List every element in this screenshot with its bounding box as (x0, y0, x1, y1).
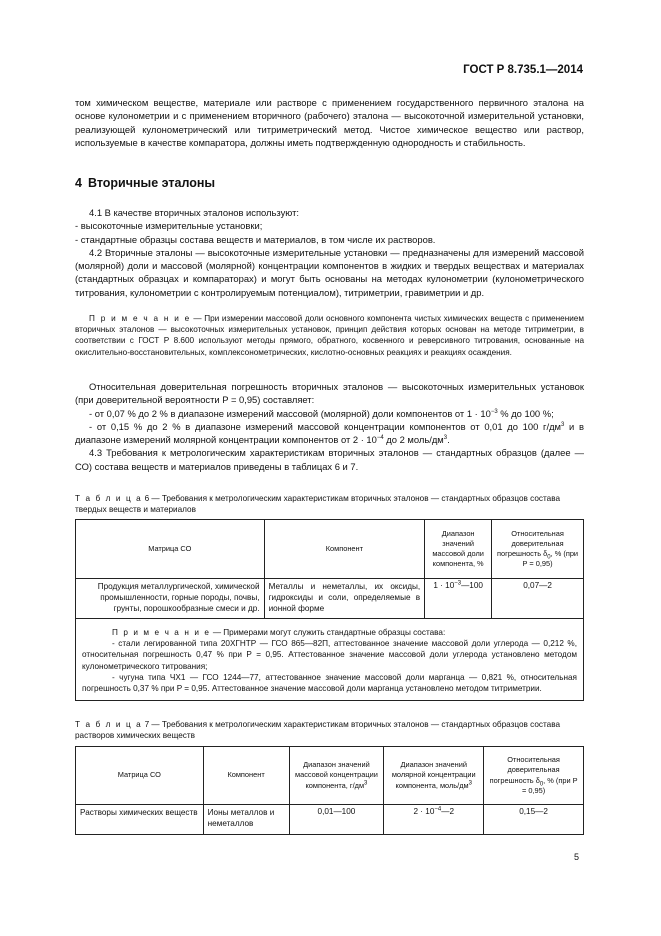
table-7-cell-molar-exp: −4 (434, 806, 442, 813)
table-7-cell-mass-range: 0,01—100 (289, 805, 384, 835)
table-row (76, 579, 584, 619)
uncertainty-item-2-exp1: 3 (560, 421, 565, 428)
table-7-header-molar-range-a: Диапазон значений молярной концентрации компонента, моль/дм (391, 760, 476, 790)
note-1-label: П р и м е ч а н и е (89, 314, 191, 323)
table-6-note (76, 619, 584, 701)
table-6-header-error-sub: 0 (547, 554, 551, 561)
table-6-cell-range (425, 579, 492, 619)
table-7-header-error-a: Относительная доверительная погрешность δ (489, 755, 560, 785)
table-6-note-label: П р и м е ч а н и е (112, 628, 211, 637)
table-7-header-matrix: Матрица СО (76, 747, 204, 805)
table-6-cell-range-a: 1 · 10 (433, 581, 455, 590)
table-7-header-mass-range-exp: 3 (364, 780, 368, 787)
table-6-note-item-2: - чугуна типа ЧХ1 — ГСО 1244—77, аттестованное значение массовой доли марганца — 0,821 %, относительная погрешность 0,37 % при P = 0,95. Аттестованное значение массовой доли марганца установлено методом титриметрии. (82, 672, 577, 694)
table-6-cell-error: 0,07—2 (492, 579, 584, 619)
clause-4-1-item: - стандартные образцы состава веществ и материалов, в том числе их растворов. (75, 233, 436, 245)
table-6-header-range: Диапазон значений массовой доли компонента, % (425, 520, 492, 579)
section-title: Вторичные эталоны (87, 176, 216, 190)
table-7-caption-label: Т а б л и ц а (75, 720, 143, 729)
table-6-cell-range-b: —100 (461, 581, 483, 590)
uncertainty-item-1-a: - от 0,07 % до 2 % в диапазоне измерений массовой (молярной) доли компонентов от 1 · 10 (89, 407, 491, 419)
table-7-header-molar-range (384, 747, 484, 805)
table-7 (75, 746, 584, 835)
uncertainty-item-2-c: и в диапазоне измерений молярной концентрации компонентов от 2 · 10 (75, 420, 584, 446)
table-7-cell-molar-range (384, 805, 484, 835)
note-1 (75, 313, 584, 358)
section-heading (75, 176, 215, 190)
document-header-id: ГОСТ Р 8.735.1—2014 (463, 64, 583, 76)
table-6-header-error-a: Относительная доверительная погрешность δ (497, 528, 564, 558)
table-7-caption (75, 719, 584, 741)
table-6-note-item-1: - стали легированной типа 20ХГНТР — ГСО 865—82П, аттестованное значение массовой доли углерода — 0,212 %, относительная погрешность 0,47 % при P = 0,95. Аттестованное значение массовой доли углерода установлено методом кулонометрического титрования; (82, 639, 577, 671)
table-7-header-error-b: , % (при P = 0,95) (521, 775, 578, 795)
table-6-caption (75, 493, 584, 515)
table-7-header-row (76, 747, 584, 805)
table-7-cell-molar-b: —2 (441, 807, 454, 816)
table-7-header-component: Компонент (203, 747, 289, 805)
uncertainty-item-2-exp3: 3 (443, 435, 448, 442)
table-7-caption-text: 7 — Требования к метрологическим характеристикам вторичных эталонов — стандартных образцов состава растворов химических веществ (75, 720, 561, 741)
uncertainty-item-2-a: - от 0,15 % до 2 % в диапазоне измерений массовой концентрации компонентов от 0,01 до 100 г/дм (89, 420, 561, 432)
table-7-header-error (484, 747, 584, 805)
table-7-cell-component: Ионы металлов и неметаллов (203, 805, 289, 835)
table-6-cell-matrix: Продукция металлургической, химической промышленности, горные породы, почвы, грунты, порошкообразные смеси и др. (76, 579, 265, 619)
table-7-header-molar-range-exp: 3 (468, 780, 472, 787)
uncertainty-item-1-exp: −3 (490, 408, 498, 415)
uncertainty-item-2-exp2: −4 (376, 435, 384, 442)
uncertainty-item-2-g: . (447, 434, 450, 446)
clause-4-1-intro: 4.1 В качестве вторичных эталонов используют: (89, 207, 300, 218)
table-6-header-component: Компонент (264, 520, 425, 579)
uncertainty-intro: Относительная доверительная погрешность вторичных эталонов — высокоточных измерительных установок (при доверительной вероятности P = 0,95) составляет: (75, 381, 584, 406)
uncertainty-item-2-e: до 2 моль/дм (383, 434, 444, 446)
table-6-header-error (492, 520, 584, 579)
clause-4-2: 4.2 Вторичные эталоны — высокоточные измерительные установки — предназначены для измерений массовой (молярной) доли и массовой (молярной) концентрации компонентов в жидких и твердых веществах и материалах (стандартных образцах и компараторах) и могут быть основаны на методах кулонометрии (кулонометрического титрования, кулонометрии с контролируемым потенциалом), титриметрии, гравиметрии и др. (75, 246, 584, 298)
page-number: 5 (573, 852, 579, 862)
table-6-header-error-b: , % (при P = 0,95) (522, 549, 579, 569)
table-6-header-row (76, 520, 584, 579)
table-6-note-row (76, 619, 584, 701)
table-7-cell-matrix: Растворы химических веществ (76, 805, 204, 835)
note-1-text: — При измерении массовой доли основного компонента чистых химических веществ с применением вторичных эталонов — высокоточных измерительных установок, принцип действия которых основан на методе титриметрии, в соответствии с ГОСТ Р 8.600 используют методы прямого, обратного, косвенного и реверсивного титрования, основанные на окислительно-восстановительных, комплексонометрических, кислотно-основных реакциях и реакциях осаждения. (75, 314, 584, 357)
table-6-cell-component: Металлы и неметаллы, их оксиды, гидроксиды и соли, определяемые в ионной форме (264, 579, 425, 619)
table-6-caption-text: 6 — Требования к метрологическим характеристикам вторичных эталонов — стандартных образцов состава твердых веществ и материалов (75, 494, 561, 515)
table-row (76, 805, 584, 835)
table-7-header-error-sub: 0 (539, 780, 544, 787)
table-6-note-text: — Примерами могут служить стандартные образцы состава: (210, 628, 446, 637)
table-6-header-matrix: Матрица СО (76, 520, 265, 579)
intro-paragraph-text: том химическом веществе, материале или растворе с применением государственного первичного эталона на основе кулонометрии и с применением вторичного (рабочего) эталона — высокоточной измерительной установки, реализующей кулонометрический или титриметрический метод. Чистое химическое вещество или раствор, используемые в качестве компаратора, должны иметь подтвержденную однородность и стабильность. (75, 97, 584, 148)
uncertainty-item-1-b: % до 100 %; (497, 407, 554, 419)
uncertainty-item-2 (75, 420, 584, 447)
table-6 (75, 519, 584, 701)
uncertainty-block (75, 380, 584, 473)
clause-4-3: 4.3 Требования к метрологическим характеристикам вторичных эталонов — стандартных образцов (далее — СО) состава веществ и материалов приведены в таблицах 6 и 7. (75, 447, 584, 472)
table-7-header-mass-range (289, 747, 384, 805)
table-6-cell-range-exp: −3 (454, 580, 462, 587)
section-number: 4 (75, 176, 82, 190)
table-7-header-mass-range-a: Диапазон значений массовой концентрации компонента, г/дм (295, 760, 378, 790)
table-6-caption-label: Т а б л и ц а (75, 494, 143, 503)
clause-4-1 (75, 206, 584, 299)
table-7-cell-molar-a: 2 · 10 (413, 807, 435, 816)
uncertainty-item-1 (75, 407, 584, 420)
intro-paragraph (75, 96, 584, 149)
clause-4-1-item: - высокоточные измерительные установки; (75, 220, 263, 232)
table-7-cell-error: 0,15—2 (484, 805, 584, 835)
